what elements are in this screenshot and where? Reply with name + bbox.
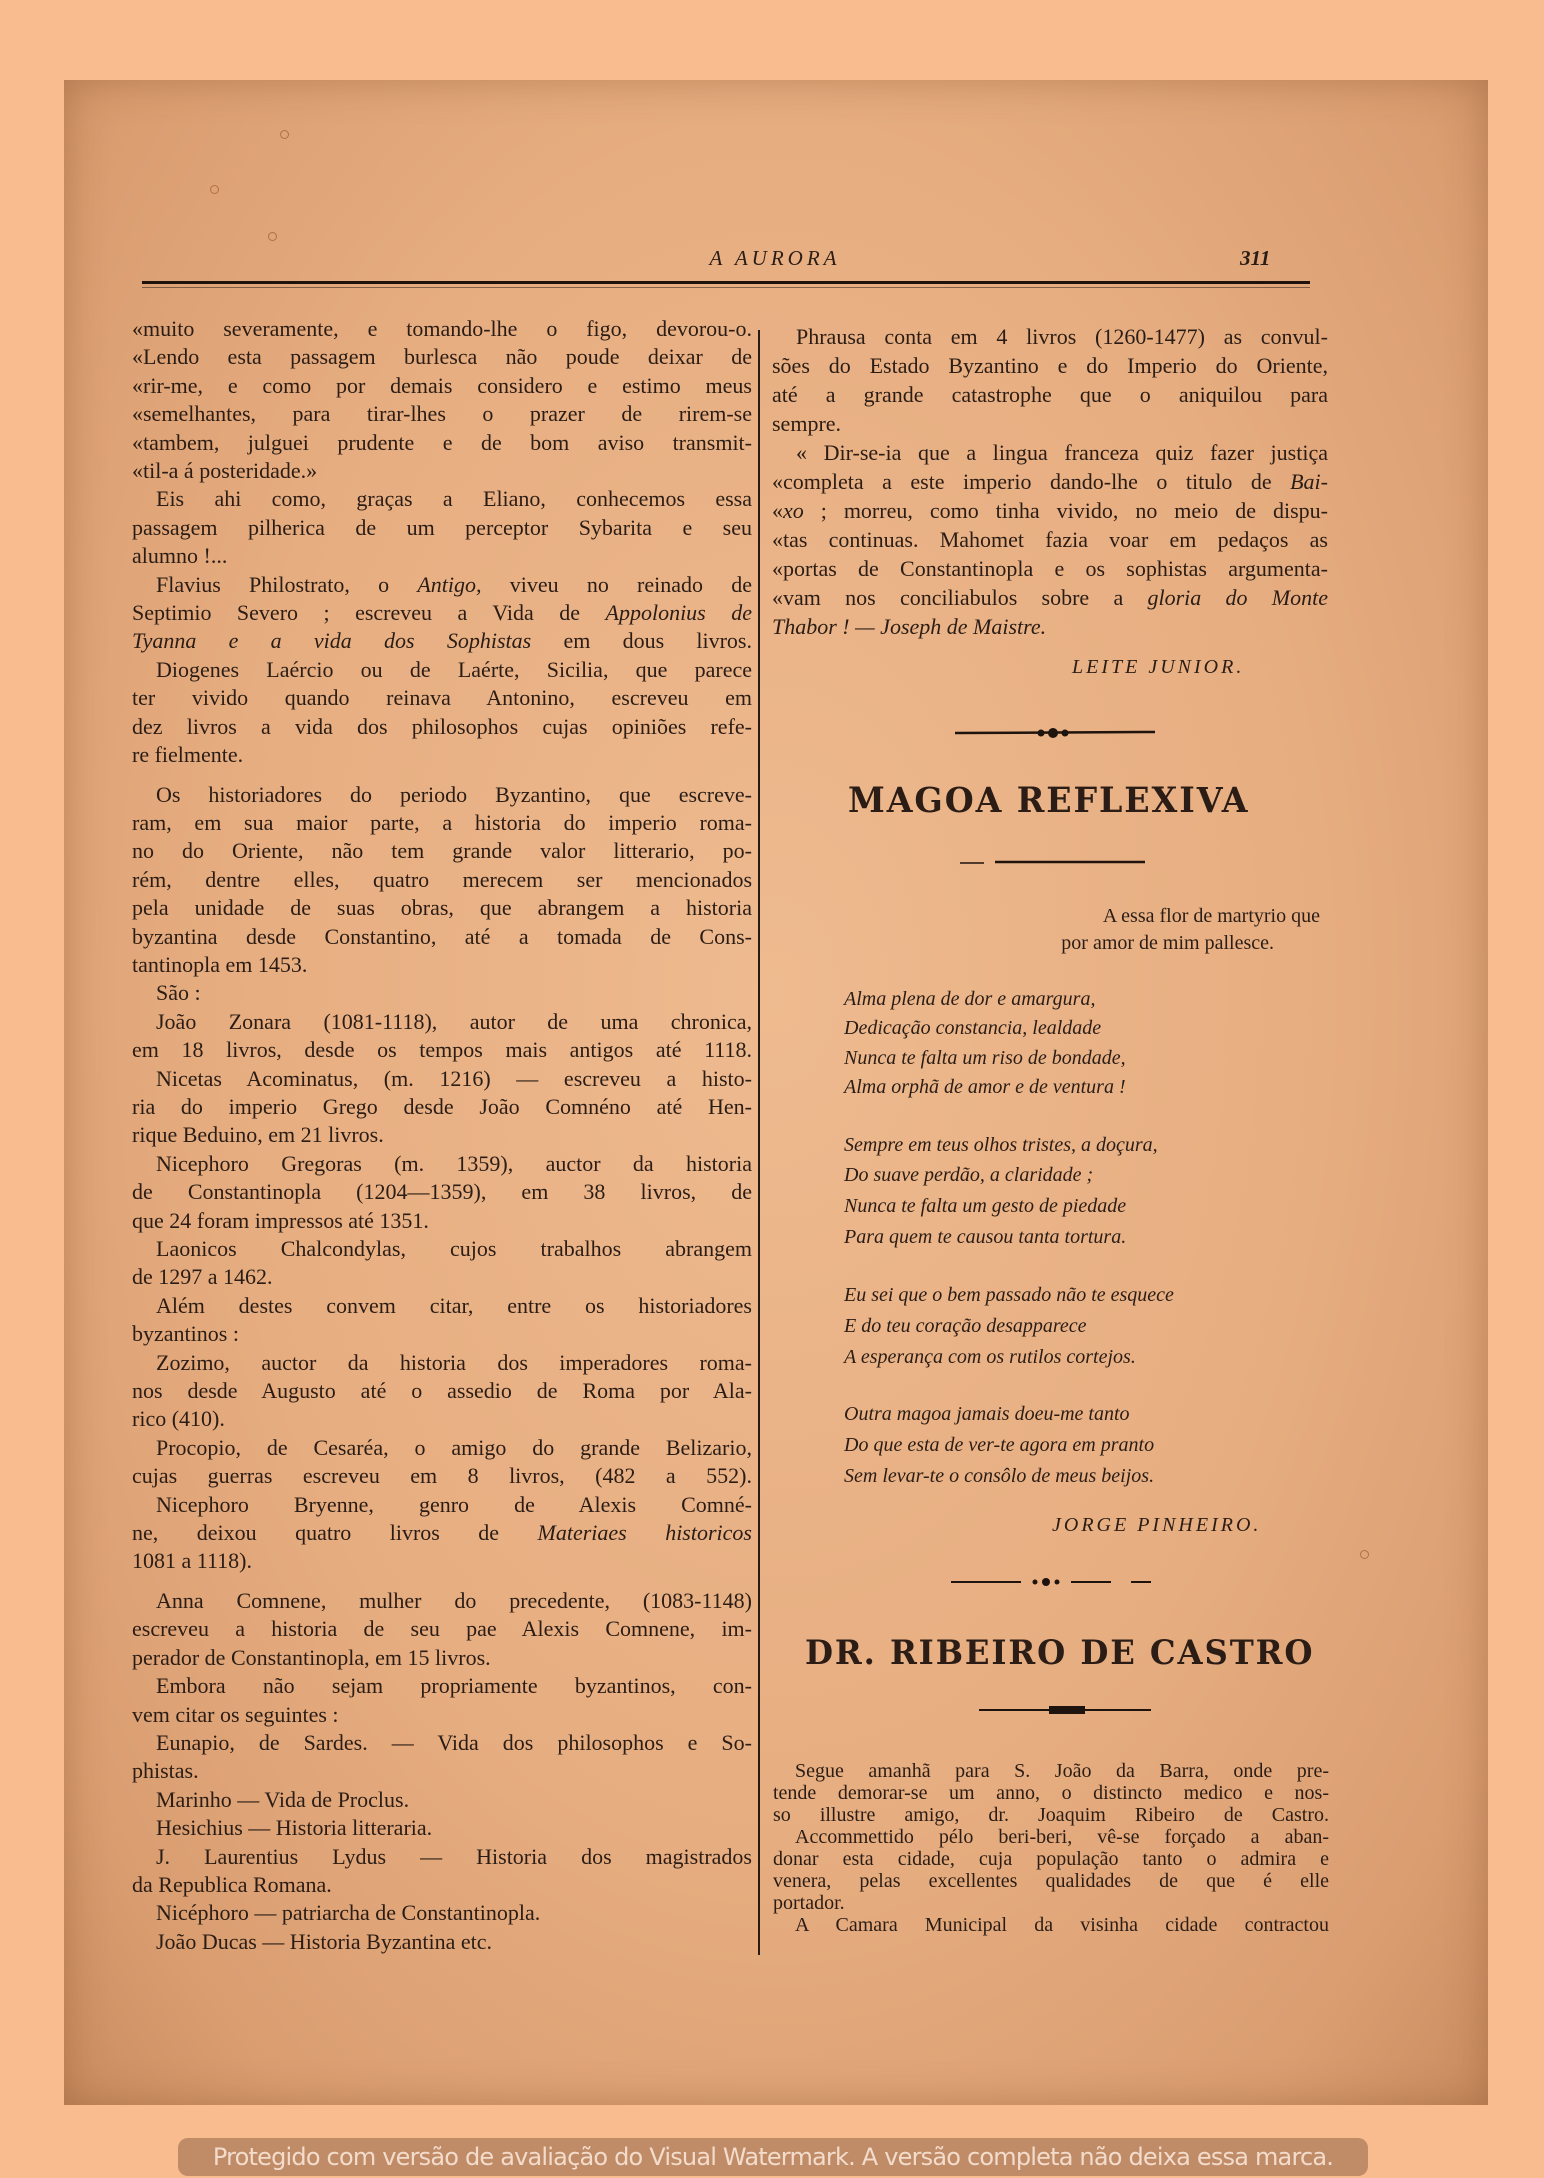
text-line bbox=[132, 571, 752, 599]
italic-text: gloria do Monte bbox=[1147, 585, 1328, 610]
text-line: re fielmente. bbox=[132, 742, 244, 768]
text-line: phistas. bbox=[132, 1758, 199, 1784]
text-line: « Dir-se-ia que a lingua franceza quiz fazer justiça bbox=[796, 440, 1328, 465]
poem-title: MAGOA REFLEXIVA bbox=[848, 780, 1250, 821]
text-line: «Lendo esta passagem burlesca não poude deixar de bbox=[132, 344, 752, 370]
text-line: Diogenes Laércio ou de Laérte, Sicilia, que parece bbox=[156, 656, 752, 682]
text-line: ram, em sua maior parte, a historia do imperio roma- bbox=[132, 809, 752, 835]
paper-speck bbox=[280, 130, 289, 139]
poem-verse: Do que esta de ver-te agora em pranto bbox=[844, 1434, 1155, 1456]
poem-verse: Para quem te causou tanta tortura. bbox=[844, 1226, 1127, 1248]
newspaper-title: A AURORA bbox=[709, 246, 841, 270]
text-line: «tas continuas. Mahomet fazia voar em pedaços as bbox=[772, 527, 1328, 552]
paragraph bbox=[132, 1786, 752, 1814]
article-phrausa bbox=[772, 322, 1328, 641]
poem-verse: Alma plena de dor e amargura, bbox=[844, 988, 1096, 1010]
text-line bbox=[772, 496, 1328, 525]
italic-text: Tyanna e a vida dos Sophistas bbox=[132, 628, 532, 654]
text-line: A Camara Municipal da visinha cidade contractou bbox=[795, 1914, 1329, 1936]
text-line: Marinho — Vida de Proclus. bbox=[156, 1786, 410, 1812]
text-line: Além destes convem citar, entre os historiadores bbox=[156, 1292, 752, 1318]
paragraph bbox=[132, 1065, 752, 1150]
dedication-line: A essa flor de martyrio que bbox=[1102, 905, 1320, 927]
text-line: Zozimo, auctor da historia dos imperadores roma- bbox=[156, 1349, 752, 1375]
text-line: vem citar os seguintes : bbox=[132, 1701, 339, 1727]
paper-speck bbox=[1360, 1550, 1369, 1559]
italic-text: Materiaes historicos bbox=[537, 1520, 752, 1546]
italic-text: Bai- bbox=[1290, 469, 1328, 494]
paragraph bbox=[773, 1826, 1329, 1914]
text-line: Accommettido pélo beri-beri, vê-se forçado a aban- bbox=[795, 1826, 1329, 1848]
paragraph bbox=[132, 781, 752, 980]
text-line bbox=[132, 599, 752, 627]
italic-text: Thabor ! — Joseph de Maistre. bbox=[772, 614, 1047, 639]
header-rule bbox=[142, 281, 1310, 284]
poem-verse: Dedicação constancia, lealdade bbox=[844, 1017, 1102, 1039]
text-line: alumno !... bbox=[132, 543, 228, 569]
text-segment: « bbox=[772, 498, 783, 523]
text-line: de 1297 a 1462. bbox=[132, 1264, 273, 1290]
text-line: sões do Estado Byzantino e do Imperio do Oriente, bbox=[772, 353, 1328, 378]
poem-verse: Sempre em teus olhos tristes, a doçura, bbox=[844, 1134, 1158, 1156]
text-line: dez livros a vida dos philosophos cujas opiniões refe- bbox=[132, 713, 752, 739]
text-segment: «completa a este imperio dando-lhe o titulo de bbox=[772, 469, 1291, 494]
text-line: so illustre amigo, dr. Joaquim Ribeiro de Castro. bbox=[773, 1804, 1329, 1826]
page-number: 311 bbox=[1240, 246, 1271, 270]
paper-speck bbox=[210, 185, 219, 194]
text-line: Procopio, de Cesaréa, o amigo do grande Belizario, bbox=[156, 1434, 752, 1460]
text-line: tantinopla em 1453. bbox=[132, 951, 308, 977]
text-line: byzantina desde Constantino, até a tomada de Cons- bbox=[132, 923, 752, 949]
poem-verse: Alma orphã de amor e de ventura ! bbox=[844, 1076, 1126, 1098]
text-line: rique Beduino, em 21 livros. bbox=[132, 1122, 384, 1148]
text-line bbox=[132, 627, 752, 655]
text-line bbox=[772, 467, 1328, 496]
text-line: João Zonara (1081-1118), autor de uma chronica, bbox=[156, 1008, 752, 1034]
text-line: «semelhantes, para tirar-lhes o prazer de rirem-se bbox=[132, 401, 752, 427]
text-line: Os historiadores do periodo Byzantino, que escreve- bbox=[156, 781, 752, 807]
text-line: escreveu a historia de seu pae Alexis Comnene, im- bbox=[132, 1616, 752, 1642]
poem-verse: E do teu coração desapparece bbox=[844, 1315, 1087, 1337]
text-line: João Ducas — Historia Byzantina etc. bbox=[156, 1928, 493, 1954]
text-segment: Flavius Philostrato, o bbox=[156, 571, 418, 597]
paper-speck bbox=[268, 232, 277, 241]
text-line: «rir-me, e como por demais considero e estimo meus bbox=[132, 372, 752, 398]
paragraph bbox=[132, 571, 752, 656]
text-line: «portas de Constantinopla e os sophistas argumenta- bbox=[772, 556, 1328, 581]
text-line: nos desde Augusto até o assedio de Roma por Ala- bbox=[132, 1378, 752, 1404]
italic-text: xo bbox=[783, 498, 804, 523]
text-line: ter vivido quando reinava Antonino, escreveu em bbox=[132, 685, 752, 711]
poem-verse: Outra magoa jamais doeu-me tanto bbox=[844, 1403, 1130, 1425]
text-line: Segue amanhã para S. João da Barra, onde pre- bbox=[795, 1760, 1329, 1782]
text-line bbox=[132, 1519, 752, 1547]
paragraph bbox=[132, 1899, 752, 1927]
text-line: em 18 livros, desde os tempos mais antigos até 1118. bbox=[132, 1037, 752, 1063]
text-line bbox=[772, 612, 1328, 641]
text-line: 1081 a 1118). bbox=[132, 1548, 252, 1574]
paragraph bbox=[132, 1292, 752, 1349]
paragraph bbox=[132, 1843, 752, 1900]
ornament-divider bbox=[955, 726, 1155, 740]
text-segment: viveu no reinado de bbox=[481, 571, 753, 597]
text-line: cujas guerras escreveu em 8 livros, (482 a 552). bbox=[132, 1463, 752, 1489]
poem-verse: Nunca te falta um riso de bondade, bbox=[844, 1047, 1126, 1069]
text-line: Nicephoro Gregoras (m. 1359), auctor da historia bbox=[156, 1150, 752, 1176]
poem-verse: Eu sei que o bem passado não te esquece bbox=[844, 1284, 1174, 1306]
paragraph bbox=[132, 1150, 752, 1235]
text-line: São : bbox=[156, 980, 201, 1006]
signature-leite-junior: LEITE JUNIOR. bbox=[1072, 656, 1245, 678]
watermark-notice: Protegido com versão de avaliação do Visual Watermark. A versão completa não deixa essa marca. bbox=[178, 2138, 1368, 2176]
paragraph bbox=[132, 1008, 752, 1065]
text-line: rém, dentre elles, quatro merecem ser mencionados bbox=[132, 866, 752, 892]
paragraph bbox=[132, 656, 752, 770]
paragraph bbox=[132, 1928, 752, 1956]
text-line: Eis ahi como, graças a Eliano, conhecemos essa bbox=[156, 486, 752, 512]
paragraph bbox=[772, 322, 1328, 438]
text-line: Nicephoro Bryenne, genro de Alexis Comné- bbox=[156, 1491, 752, 1517]
paragraph bbox=[132, 1672, 752, 1729]
paragraph bbox=[773, 1760, 1329, 1826]
text-line: até a grande catastrophe que o aniquilou para bbox=[772, 382, 1328, 407]
text-segment: ne, deixou quatro livros de bbox=[132, 1520, 538, 1546]
text-line: Nicéphoro — patriarcha de Constantinopla. bbox=[156, 1900, 541, 1926]
text-segment: «vam nos conciliabulos sobre a bbox=[772, 585, 1148, 610]
text-line: rico (410). bbox=[132, 1406, 225, 1432]
paragraph bbox=[132, 315, 752, 485]
signature-jorge-pinheiro: JORGE PINHEIRO. bbox=[1052, 1514, 1262, 1536]
paragraph bbox=[132, 485, 752, 570]
text-line: Laonicos Chalcondylas, cujos trabalhos abrangem bbox=[156, 1236, 752, 1261]
poem-dedication bbox=[960, 903, 1320, 957]
column-divider bbox=[758, 330, 760, 1955]
text-line: Anna Comnene, mulher do precedente, (1083-1148) bbox=[156, 1587, 752, 1613]
text-line: venera, pelas excellentes qualidades de que é elle bbox=[773, 1870, 1329, 1892]
article-ribeiro-de-castro-body bbox=[773, 1760, 1329, 1936]
paragraph bbox=[132, 1587, 752, 1672]
paragraph bbox=[773, 1914, 1329, 1936]
text-line: ria do imperio Grego desde João Comnéno até Hen- bbox=[132, 1093, 752, 1119]
text-line: Embora não sejam propriamente byzantinos, con- bbox=[156, 1673, 752, 1699]
paragraph bbox=[132, 1349, 752, 1434]
text-line: J. Laurentius Lydus — Historia dos magistrados bbox=[156, 1843, 752, 1869]
text-line: que 24 foram impressos até 1351. bbox=[132, 1207, 429, 1233]
poem-verse: A esperança com os rutilos cortejos. bbox=[844, 1346, 1136, 1368]
text-line: «tambem, julguei prudente e de bom aviso transmit- bbox=[132, 429, 752, 455]
dedication-line: por amor de mim pallesce. bbox=[1061, 932, 1274, 954]
paragraph bbox=[132, 979, 752, 1007]
text-line: da Republica Romana. bbox=[132, 1871, 332, 1897]
article-title-ribeiro-de-castro: DR. RIBEIRO DE CASTRO bbox=[805, 1633, 1315, 1673]
text-line: byzantinos : bbox=[132, 1321, 239, 1347]
text-line: Eunapio, de Sardes. — Vida dos philosophos e So- bbox=[156, 1729, 752, 1755]
title-underline bbox=[960, 858, 1150, 866]
paragraph bbox=[132, 1814, 752, 1842]
paragraph bbox=[772, 438, 1328, 641]
text-line: Phrausa conta em 4 livros (1260-1477) as convul- bbox=[796, 324, 1328, 349]
ornament-divider bbox=[951, 1575, 1156, 1589]
text-line bbox=[772, 583, 1328, 612]
text-line: passagem pilherica de um perceptor Sybarita e seu bbox=[132, 514, 752, 540]
italic-text: Appolonius de bbox=[605, 600, 752, 626]
text-line: perador de Constantinopla, em 15 livros. bbox=[132, 1644, 491, 1670]
text-line: de Constantinopla (1204—1359), em 38 livros, de bbox=[132, 1179, 752, 1205]
italic-text: Antigo, bbox=[417, 571, 482, 597]
paragraph bbox=[132, 1491, 752, 1576]
text-line: «til-a á posteridade.» bbox=[132, 458, 318, 484]
text-line: portador. bbox=[773, 1892, 845, 1914]
text-line: sempre. bbox=[772, 411, 842, 436]
poem-verse: Sem levar-te o consôlo de meus beijos. bbox=[844, 1465, 1155, 1487]
text-line: donar esta cidade, cuja população tanto o admira e bbox=[773, 1848, 1329, 1870]
ornament-divider bbox=[979, 1704, 1151, 1716]
text-segment: em dous livros. bbox=[531, 628, 752, 654]
paragraph bbox=[132, 1729, 752, 1786]
paragraph bbox=[132, 1235, 752, 1292]
text-line: pela unidade de suas obras, que abrangem a historia bbox=[132, 895, 752, 921]
poem-verse: Do suave perdão, a claridade ; bbox=[844, 1164, 1094, 1186]
text-line: Hesichius — Historia litteraria. bbox=[156, 1815, 433, 1841]
paragraph bbox=[132, 1434, 752, 1491]
text-segment: ; morreu, como tinha vivido, no meio de dispu- bbox=[803, 498, 1328, 523]
header-rule-thin bbox=[142, 287, 1310, 288]
text-segment: Septimio Severo ; escreveu a Vida de bbox=[132, 600, 606, 626]
left-column bbox=[132, 315, 752, 1956]
poem-verse: Nunca te falta um gesto de piedade bbox=[844, 1195, 1127, 1217]
text-line: «muito severamente, e tomando-lhe o figo, devorou-o. bbox=[132, 316, 752, 341]
text-line: no do Oriente, não tem grande valor litterario, po- bbox=[132, 838, 752, 864]
text-line: Nicetas Acominatus, (m. 1216) — escreveu a histo- bbox=[156, 1065, 752, 1091]
text-line: tende demorar-se um anno, o distincto medico e nos- bbox=[773, 1782, 1329, 1804]
